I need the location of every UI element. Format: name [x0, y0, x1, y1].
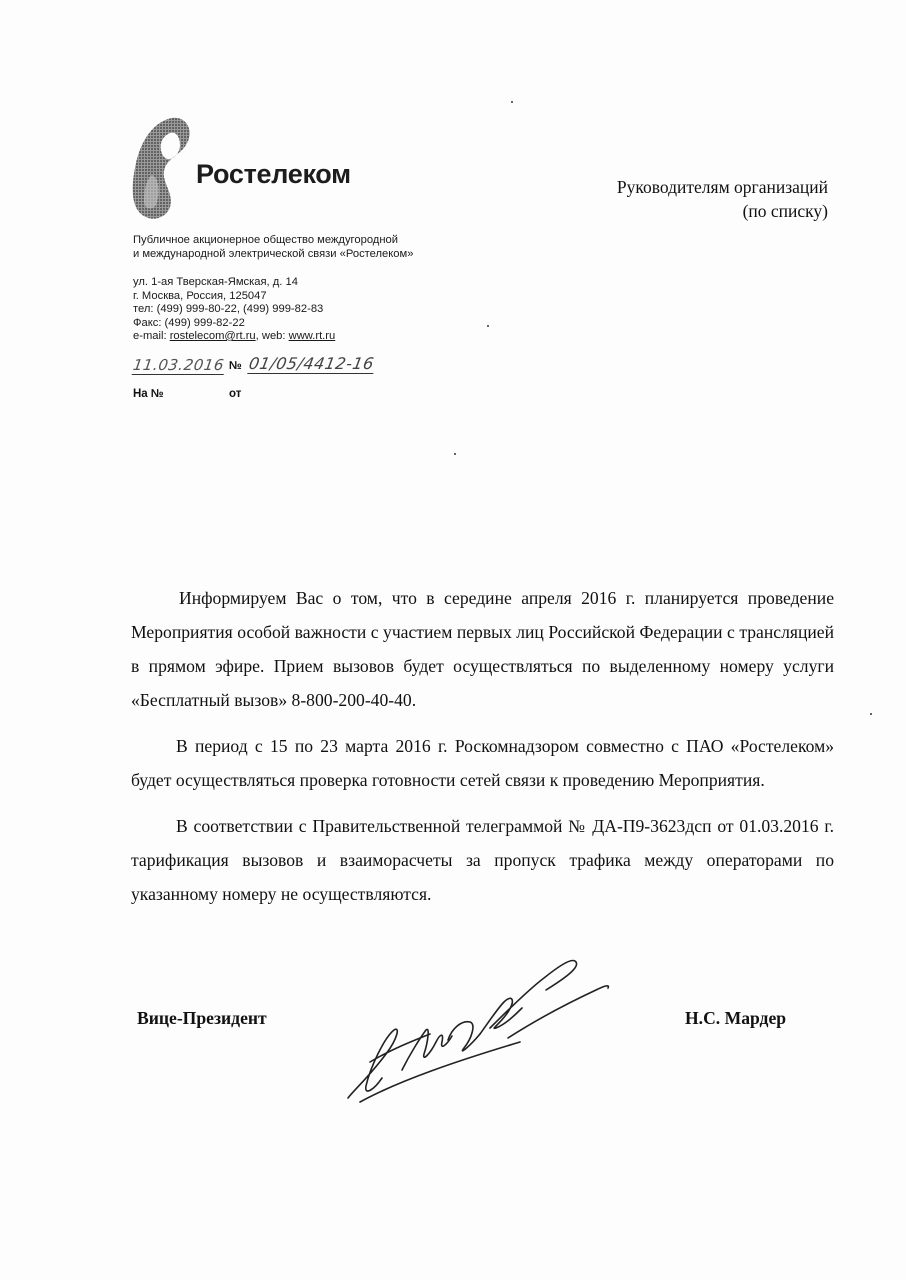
- address-phone: тел: (499) 999-80-22, (499) 999-82-83: [133, 303, 324, 315]
- incoming-reference: [133, 388, 242, 400]
- brand-name: Ростелеком: [196, 159, 351, 189]
- body-paragraph-3: В соответствии с Правительственной телеграммой № ДА-П9-3623дсп от 01.03.2016 г. тарификация вызовов и взаиморасчеты за пропуск трафика между операторами по указанному номеру не осуществляются.: [131, 816, 834, 904]
- incoming-number-label: На №: [133, 388, 164, 400]
- body-paragraph-2: В период с 15 по 23 марта 2016 г. Роскомнадзором совместно с ПАО «Ростелеком» будет осуществляться проверка готовности сетей связи к проведению Мероприятия.: [131, 736, 834, 790]
- rostelecom-logo: [130, 115, 370, 225]
- company-name-line1: Публичное акционерное общество междугородной: [133, 234, 398, 246]
- web-label: , web:: [255, 330, 289, 342]
- rostelecom-logo-icon: [130, 115, 194, 221]
- web-link[interactable]: www.rt.ru: [288, 330, 336, 342]
- scan-speck: [870, 713, 872, 715]
- body-paragraph-1: Информируем Вас о том, что в середине апреля 2016 г. планируется проведение Мероприятия особой важности с участием первых лиц Российской Федерации с трансляцией в прямом эфире. Прием вызовов будет осуществляться по выделенному номеру услуги «Бесплатный вызов» 8-800-200-40-40.: [131, 588, 834, 710]
- reference-number-label: №: [229, 360, 242, 372]
- scan-speck: [511, 101, 513, 103]
- signatory-name: Н.С. Мардер: [685, 1008, 787, 1028]
- signatory-position: Вице-Президент: [137, 1008, 267, 1028]
- company-name: [133, 234, 413, 261]
- email-label: e-mail:: [133, 330, 170, 342]
- addressee-line2: (по списку): [742, 201, 828, 221]
- reference-date: 11.03.2016: [131, 356, 226, 374]
- address-contacts: [133, 330, 335, 344]
- company-address: [133, 276, 335, 344]
- scan-speck: [454, 453, 456, 455]
- address-fax: Факс: (499) 999-82-22: [133, 316, 245, 329]
- address-street: ул. 1-ая Тверская-Ямская, д. 14: [133, 276, 298, 288]
- letter-body: [131, 581, 834, 923]
- incoming-date-label: от: [229, 388, 242, 400]
- scan-speck: [487, 325, 489, 327]
- reference-number: 01/05/4412-16: [247, 354, 376, 373]
- company-name-line2: и международной электрической связи «Ростелеком»: [133, 247, 414, 260]
- addressee: [617, 175, 828, 223]
- handwritten-signature-icon: [340, 950, 630, 1115]
- email-link[interactable]: rostelecom@rt.ru: [169, 330, 256, 342]
- addressee-line1: Руководителям организаций: [616, 177, 828, 197]
- outgoing-reference: [133, 356, 383, 378]
- address-city: г. Москва, Россия, 125047: [133, 289, 267, 302]
